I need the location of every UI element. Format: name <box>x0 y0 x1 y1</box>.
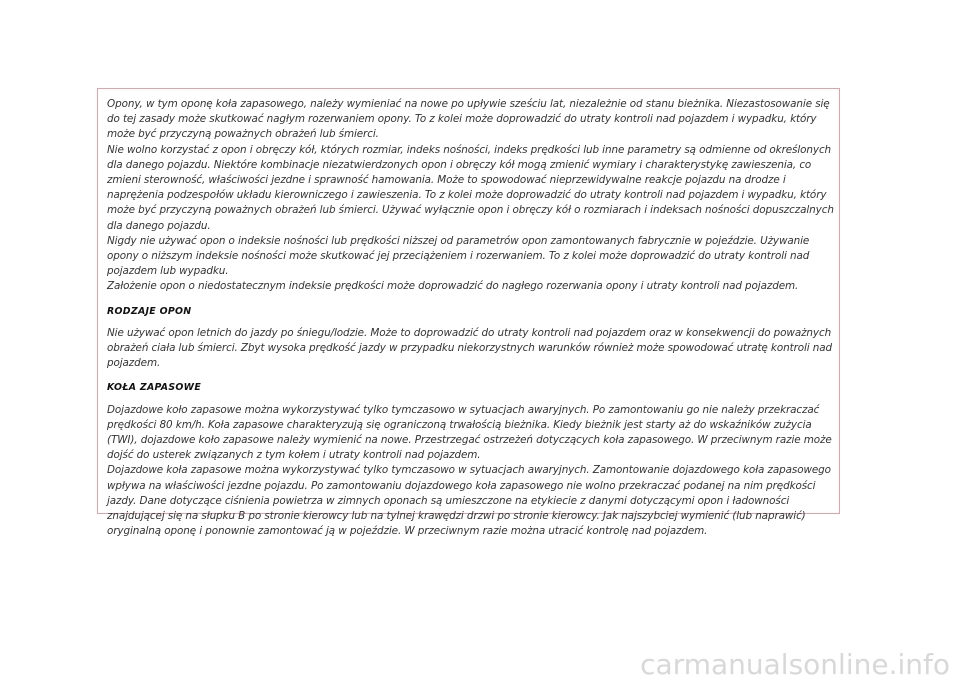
section-heading-spare-wheels: KOŁA ZAPASOWE <box>107 382 202 394</box>
watermark-text: carmanualsonline.info <box>640 648 950 681</box>
tire-types-paragraph: Nie używać opon letnich do jazdy po śniegu/lodzie. Może to doprowadzić do utraty kontroli nad pojazdem oraz w konsekwencji do poważnych obrażeń ciała lub śmierci. Zbyt wysoka prędkość jazdy w przypadku niekorzystnych warunków również może spowodować utratę kontroli nad pojazdem. <box>107 326 833 370</box>
intro-paragraph-4: Założenie opon o niedostatecznym indeksie prędkości może doprowadzić do nagłego rozerwania opony i utraty kontroli nad pojazdem. <box>107 280 799 293</box>
intro-paragraph-1: Opony, w tym oponę koła zapasowego, należy wymieniać na nowe po upływie sześciu lat, niezależnie od stanu bieżnika. Niezastosowanie się do tej zasady może skutkować nagłym rozerwaniem opony. To z kolei może doprowadzić do utraty kontroli nad pojazdem i wypadku, który może być przyczyną poważnych obrażeń lub śmierci. <box>107 98 830 141</box>
warning-box-content <box>107 97 835 539</box>
intro-paragraph-3: Nigdy nie używać opon o indeksie nośności lub prędkości niższej od parametrów opon zamontowanych fabrycznie w pojeździe. Używanie opony o niższym indeksie nośności może skutkować jej przeciążeniem i rozerwaniem. To z kolei może doprowadzić do utraty kontroli nad pojazdem lub wypadku. <box>107 234 810 278</box>
intro-paragraph-2: Nie wolno korzystać z opon i obręczy kół, których rozmiar, indeks nośności, indeks prędkości lub inne parametry są odmienne od określonych dla danego pojazdu. Niektóre kombinacje niezatwierdzonych opon i obręczy kół mogą zmienić wymiary i charakterystykę zawieszenia, co zmieni sterowność, właściwości jezdne i sprawność hamowania. Może to spowodować nieprzewidywalne reakcje pojazdu na drodze i naprężenia podzespołów układu kierowniczego i zawieszenia. To z kolei może doprowadzić do utraty kontroli nad pojazdem i wypadku, który może być przyczyną poważnych obrażeń lub śmierci. Używać wyłącznie opon i obręczy kół o rozmiarach i indeksach nośności dopuszczalnych dla danego pojazdu. <box>107 143 834 232</box>
spare-wheels-paragraph-1: Dojazdowe koło zapasowe można wykorzystywać tylko tymczasowo w sytuacjach awaryjnych. Po zamontowaniu go nie należy przekraczać prędkości 80 km/h. Koła zapasowe charakteryzują się ograniczoną trwałością bieżnika. Kiedy bieżnik jest starty aż do wskaźników zużycia (TWI), dojazdowe koło zapasowe należy wymienić na nowe. Przestrzegać ostrzeżeń dotyczących koła zapasowego. W przeciwnym razie może dojść do usterek związanych z tym kołem i utraty kontroli nad pojazdem. <box>107 403 832 462</box>
spare-wheels-paragraph-2: Dojazdowe koła zapasowe można wykorzystywać tylko tymczasowo w sytuacjach awaryjnych. Zamontowanie dojazdowego koła zapasowego wpływa na właściwości jezdne pojazdu. Po zamontowaniu dojazdowego koła zapasowego nie wolno przekraczać podanej na nim prędkości jazdy. Dane dotyczące ciśnienia powietrza w zimnych oponach są umieszczone na etykiecie z danymi dotyczącymi opon i ładowności znajdującej się na słupku B po stronie kierowcy lub na tylnej krawędzi drzwi po stronie kierowcy. Jak najszybciej wymienić (lub naprawić) oryginalną oponę i ponownie zamontować ją w pojeździe. W przeciwnym razie można utracić kontrolę nad pojazdem. <box>107 464 831 538</box>
section-heading-tire-types: RODZAJE OPON <box>107 305 192 317</box>
